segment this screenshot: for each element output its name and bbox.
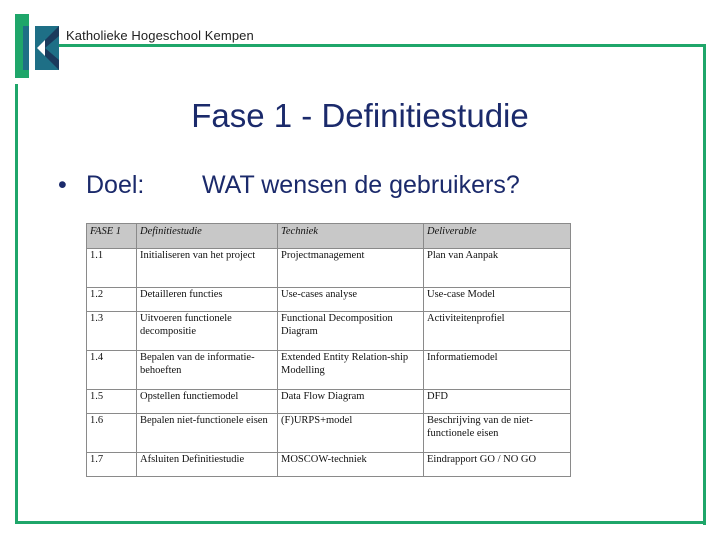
- institution-name: Katholieke Hogeschool Kempen: [66, 28, 254, 43]
- bullet-marker: •: [58, 171, 67, 199]
- table-row: [87, 312, 571, 351]
- table-cell: Plan van Aanpak: [424, 249, 571, 288]
- table-cell: Bepalen niet-functionele eisen: [137, 414, 278, 453]
- table-cell: 1.6: [87, 414, 137, 453]
- table-cell: Initialiseren van het project: [137, 249, 278, 288]
- table-cell: Functional Decomposition Diagram: [278, 312, 424, 351]
- header-cell-techniek: Techniek: [278, 224, 424, 249]
- slide-title: Fase 1 - Definitiestudie: [191, 97, 529, 134]
- frame-top-border: [56, 44, 706, 47]
- table-cell: 1.7: [87, 453, 137, 477]
- table-cell: Beschrijving van de niet-functionele eisen: [424, 414, 571, 453]
- table-cell: Projectmanagement: [278, 249, 424, 288]
- table-cell: Extended Entity Relation-ship Modelling: [278, 351, 424, 390]
- table-row: [87, 390, 571, 414]
- table-cell: 1.4: [87, 351, 137, 390]
- table-cell: Eindrapport GO / NO GO: [424, 453, 571, 477]
- bullet-label: Doel:: [86, 171, 145, 199]
- table-row: [87, 288, 571, 312]
- table-cell: 1.5: [87, 390, 137, 414]
- table-cell: Opstellen functiemodel: [137, 390, 278, 414]
- table-header-row: [87, 224, 571, 249]
- header-cell-deliverable: Deliverable: [424, 224, 571, 249]
- table-row: [87, 453, 571, 477]
- table-row: [87, 351, 571, 390]
- table-cell: Afsluiten Definitiestudie: [137, 453, 278, 477]
- table-cell: Data Flow Diagram: [278, 390, 424, 414]
- header-cell-definitiestudie: Definitiestudie: [137, 224, 278, 249]
- table-cell: Use-case Model: [424, 288, 571, 312]
- table-row: [87, 414, 571, 453]
- table-cell: MOSCOW-techniek: [278, 453, 424, 477]
- table-row: [87, 249, 571, 288]
- table-cell: 1.1: [87, 249, 137, 288]
- bullet-text: WAT wensen de gebruikers?: [202, 171, 520, 199]
- table-cell: Informatiemodel: [424, 351, 571, 390]
- table-cell: Bepalen van de informatie-behoeften: [137, 351, 278, 390]
- definitiestudie-table: [86, 223, 571, 477]
- table-cell: DFD: [424, 390, 571, 414]
- table-cell: Use-cases analyse: [278, 288, 424, 312]
- frame-left-border: [15, 84, 18, 524]
- table-cell: Detailleren functies: [137, 288, 278, 312]
- table-cell: Activiteitenprofiel: [424, 312, 571, 351]
- table-cell: Uitvoeren functionele decompositie: [137, 312, 278, 351]
- bullet-item: [58, 171, 520, 200]
- table-cell: 1.3: [87, 312, 137, 351]
- table-cell: (F)URPS+model: [278, 414, 424, 453]
- table-cell: 1.2: [87, 288, 137, 312]
- header-cell-fase: FASE 1: [87, 224, 137, 249]
- frame-bottom-border: [15, 521, 706, 524]
- school-logo: [15, 14, 63, 78]
